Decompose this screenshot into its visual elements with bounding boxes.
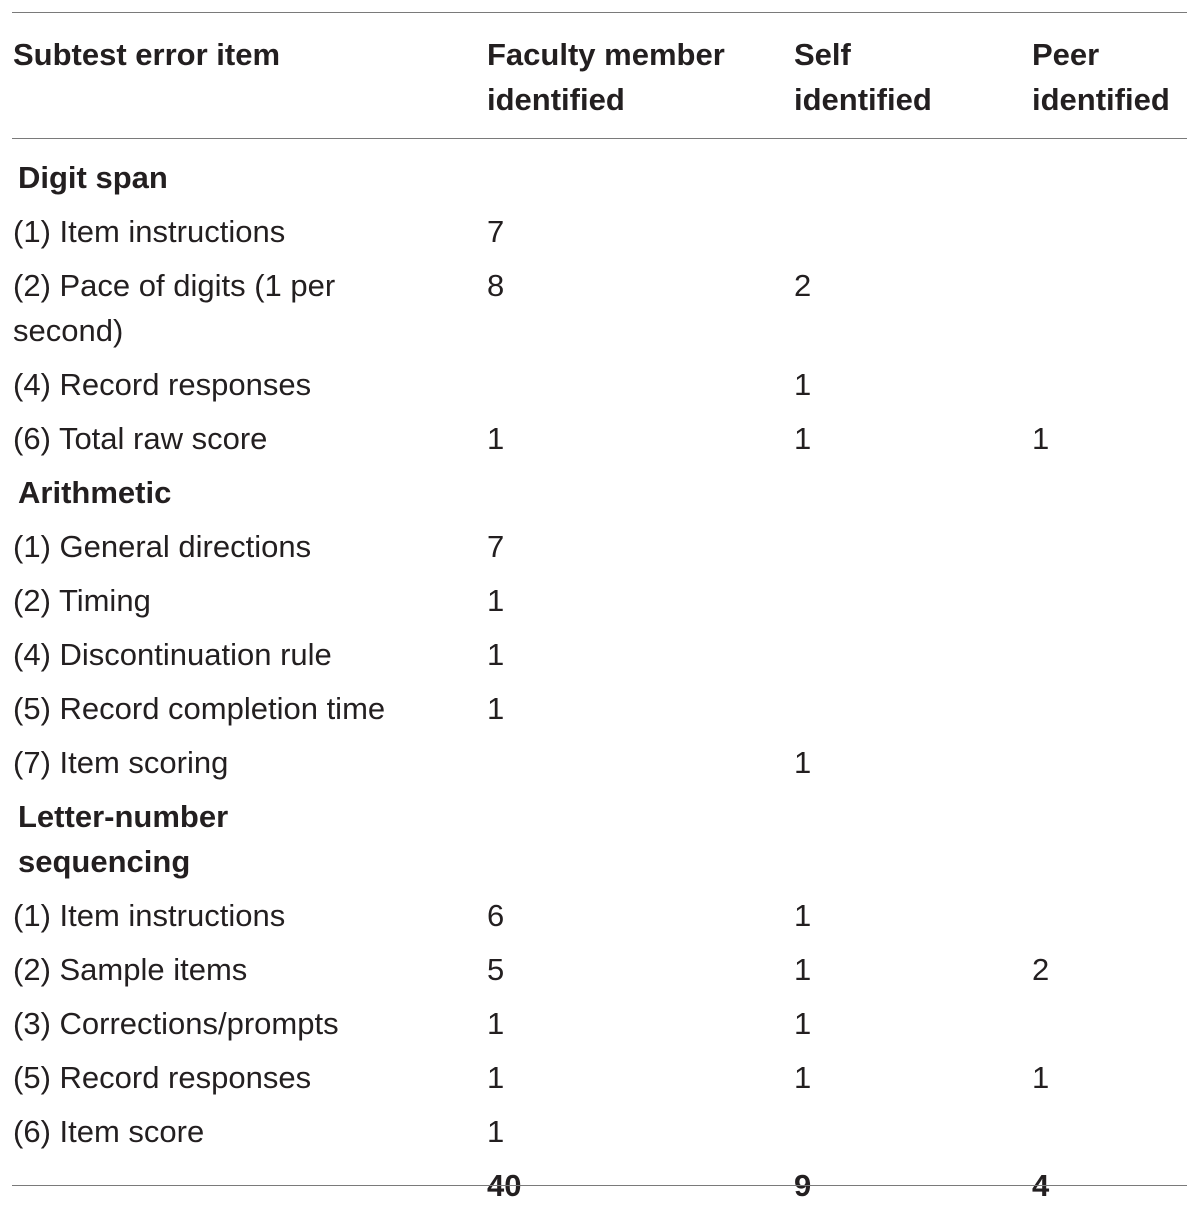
item-label: (1) General directions	[13, 529, 312, 564]
header-peer-identified: Peer identified	[1032, 37, 1170, 117]
item-label: (2) Pace of digits (1 per second)	[13, 268, 336, 348]
item-label: (2) Sample items	[13, 952, 248, 987]
item-label: (4) Record responses	[13, 367, 312, 402]
section-label: Digit span	[18, 160, 168, 195]
faculty-count: 6	[487, 898, 505, 933]
self-count: 1	[794, 745, 812, 780]
item-label: (2) Timing	[13, 583, 151, 618]
faculty-count: 7	[487, 214, 505, 249]
self-count: 1	[794, 1060, 812, 1095]
table-row	[0, 362, 1200, 416]
faculty-count: 1	[487, 583, 505, 618]
table-row	[0, 632, 1200, 686]
faculty-count: 1	[487, 1006, 505, 1041]
peer-count: 1	[1032, 421, 1050, 456]
header-faculty-identified: Faculty member identified	[487, 37, 725, 117]
item-label: (7) Item scoring	[13, 745, 229, 780]
header-self-identified: Self identified	[794, 37, 932, 117]
header-rule	[12, 138, 1187, 139]
table-row	[0, 740, 1200, 794]
table-row	[0, 209, 1200, 263]
faculty-count: 1	[487, 691, 505, 726]
self-count: 1	[794, 898, 812, 933]
table-row	[0, 1055, 1200, 1109]
section-row	[0, 155, 1200, 209]
self-count: 9	[794, 1168, 812, 1203]
top-rule	[12, 12, 1187, 13]
table-row	[0, 893, 1200, 947]
faculty-count: 1	[487, 1114, 505, 1149]
self-count: 1	[794, 952, 812, 987]
table-row	[0, 686, 1200, 740]
faculty-count: 1	[487, 1060, 505, 1095]
peer-count: 1	[1032, 1060, 1050, 1095]
table-row	[0, 524, 1200, 578]
self-count: 1	[794, 367, 812, 402]
self-count: 2	[794, 268, 812, 303]
self-count: 1	[794, 421, 812, 456]
self-count: 1	[794, 1006, 812, 1041]
section-row	[0, 470, 1200, 524]
bottom-rule	[12, 1185, 1187, 1186]
item-label: (3) Corrections/prompts	[13, 1006, 339, 1041]
table-row	[0, 416, 1200, 470]
item-label: (6) Item score	[13, 1114, 205, 1149]
table-row	[0, 1109, 1200, 1163]
table-header	[0, 32, 1200, 132]
item-label: (1) Item instructions	[13, 214, 286, 249]
faculty-count: 40	[487, 1168, 522, 1203]
faculty-count: 1	[487, 421, 505, 456]
faculty-count: 8	[487, 268, 505, 303]
item-label: (6) Total raw score	[13, 421, 268, 456]
section-label: Arithmetic	[18, 475, 172, 510]
item-label: (4) Discontinuation rule	[13, 637, 332, 672]
item-label: (5) Record completion time	[13, 691, 386, 726]
section-label: Letter-number sequencing	[18, 799, 229, 879]
section-row	[0, 794, 1200, 893]
table-body	[0, 155, 1200, 1217]
peer-count: 4	[1032, 1168, 1050, 1203]
total-row	[0, 1163, 1200, 1217]
table-row	[0, 578, 1200, 632]
header-subtest-error-item: Subtest error item	[13, 37, 281, 72]
table-row	[0, 263, 1200, 362]
peer-count: 2	[1032, 952, 1050, 987]
table-row	[0, 1001, 1200, 1055]
item-label: (1) Item instructions	[13, 898, 286, 933]
faculty-count: 1	[487, 637, 505, 672]
table-row	[0, 947, 1200, 1001]
faculty-count: 5	[487, 952, 505, 987]
faculty-count: 7	[487, 529, 505, 564]
item-label: (5) Record responses	[13, 1060, 312, 1095]
